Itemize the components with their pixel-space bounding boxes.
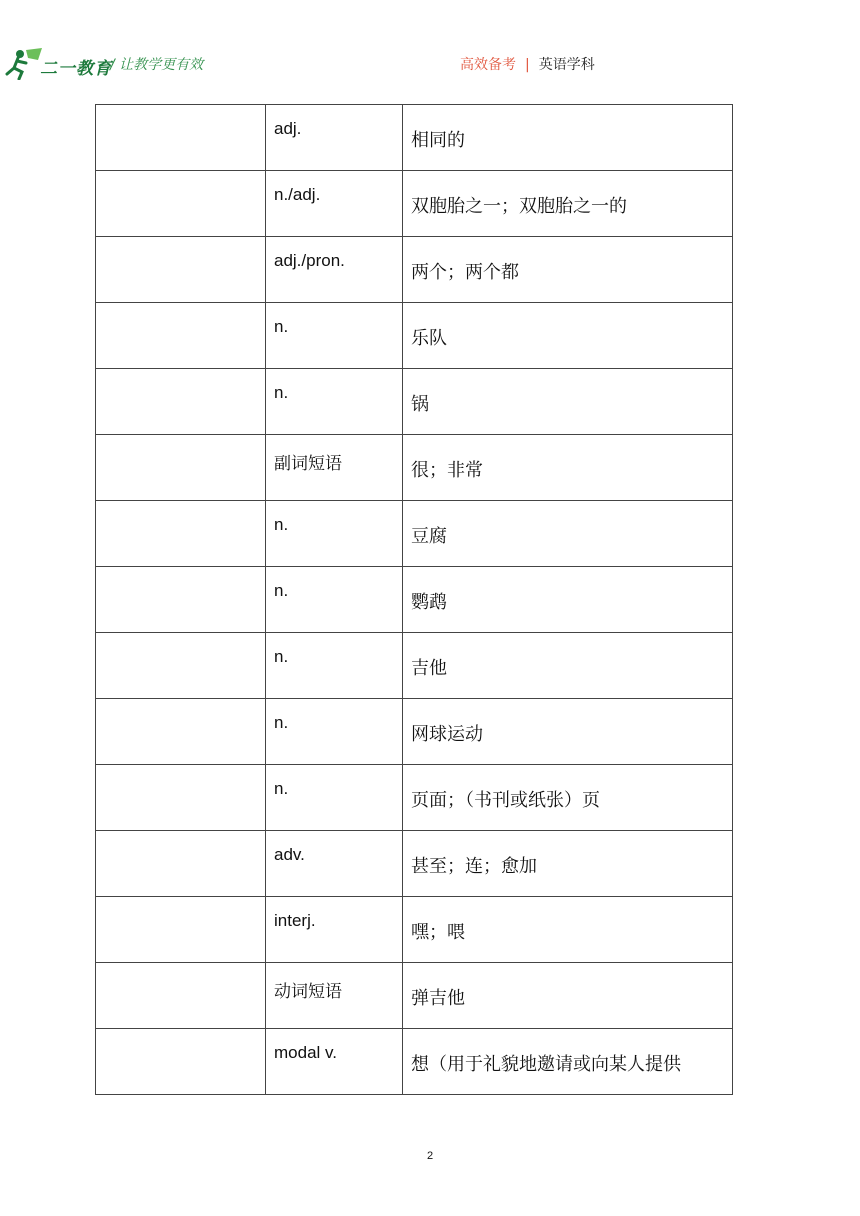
- table-row: [96, 897, 733, 963]
- table-row: [96, 831, 733, 897]
- table-row: [96, 633, 733, 699]
- word-cell: [96, 633, 266, 699]
- pos-text: n.: [274, 317, 289, 336]
- pos-text: n.: [274, 713, 289, 732]
- pos-cell: [266, 303, 403, 369]
- pos-cell: [266, 369, 403, 435]
- meaning-text: 乐队: [411, 328, 447, 349]
- table-row: [96, 369, 733, 435]
- meaning-cell: [403, 105, 733, 171]
- word-cell: [96, 963, 266, 1029]
- logo: [4, 46, 114, 80]
- meaning-text: 甚至；连；愈加: [411, 856, 537, 877]
- table-row: [96, 765, 733, 831]
- meaning-text: 很；非常: [411, 460, 483, 481]
- table-row: [96, 237, 733, 303]
- meaning-cell: [403, 303, 733, 369]
- table-row: [96, 303, 733, 369]
- meaning-text: 两个；两个都: [411, 262, 519, 283]
- pos-text: n.: [274, 647, 289, 666]
- pos-text: 动词短语: [274, 982, 342, 1001]
- meaning-cell: [403, 237, 733, 303]
- meaning-cell: [403, 633, 733, 699]
- meaning-text: 吉他: [411, 658, 447, 679]
- header-right: [460, 54, 595, 74]
- pos-text: n.: [274, 581, 289, 600]
- pos-cell: [266, 699, 403, 765]
- logo-text: 二一教育: [40, 59, 112, 79]
- meaning-cell: [403, 369, 733, 435]
- table-row: [96, 963, 733, 1029]
- pos-cell: [266, 435, 403, 501]
- meaning-text: 相同的: [411, 130, 465, 151]
- pos-text: adv.: [274, 845, 305, 864]
- subject-label: 英语学科: [538, 57, 595, 73]
- pos-cell: [266, 897, 403, 963]
- word-cell: [96, 105, 266, 171]
- exam-label: 高效备考: [460, 57, 516, 73]
- pos-cell: [266, 633, 403, 699]
- pos-cell: [266, 831, 403, 897]
- meaning-text: 锅: [411, 394, 429, 415]
- table-row: [96, 435, 733, 501]
- page-header: [0, 44, 860, 84]
- pos-text: n./adj.: [274, 185, 321, 204]
- meaning-text: 页面；（书刊或纸张）页: [411, 790, 600, 811]
- pos-text: n.: [274, 383, 289, 402]
- meaning-text: 双胞胎之一；双胞胎之一的: [411, 196, 627, 217]
- pos-cell: [266, 237, 403, 303]
- pos-cell: [266, 963, 403, 1029]
- slogan: / 让教学更有效: [110, 57, 204, 73]
- meaning-cell: [403, 831, 733, 897]
- pos-text: adj./pron.: [274, 251, 345, 270]
- word-cell: [96, 699, 266, 765]
- word-cell: [96, 765, 266, 831]
- word-cell: [96, 501, 266, 567]
- pos-cell: [266, 501, 403, 567]
- pos-cell: [266, 567, 403, 633]
- pos-text: modal v.: [274, 1043, 337, 1062]
- meaning-text: 网球运动: [411, 724, 483, 745]
- table-row: [96, 1029, 733, 1095]
- pos-text: interj.: [274, 911, 316, 930]
- table-row: [96, 501, 733, 567]
- vocabulary-table: [95, 104, 733, 1095]
- pos-text: n.: [274, 515, 289, 534]
- header-separator: |: [525, 57, 530, 73]
- pos-text: n.: [274, 779, 289, 798]
- word-cell: [96, 237, 266, 303]
- table-row: [96, 105, 733, 171]
- word-cell: [96, 897, 266, 963]
- meaning-cell: [403, 171, 733, 237]
- meaning-cell: [403, 1029, 733, 1095]
- pos-text: adj.: [274, 119, 302, 138]
- word-cell: [96, 567, 266, 633]
- table-row: [96, 699, 733, 765]
- meaning-text: 嘿；喂: [411, 922, 465, 943]
- word-cell: [96, 171, 266, 237]
- table-row: [96, 567, 733, 633]
- pos-text: 副词短语: [274, 454, 342, 473]
- meaning-cell: [403, 435, 733, 501]
- word-cell: [96, 369, 266, 435]
- meaning-text: 豆腐: [411, 526, 447, 547]
- meaning-text: 弹吉他: [411, 988, 465, 1009]
- meaning-text: 想（用于礼貌地邀请或向某人提供: [411, 1054, 681, 1075]
- pos-cell: [266, 1029, 403, 1095]
- word-cell: [96, 435, 266, 501]
- meaning-cell: [403, 963, 733, 1029]
- meaning-cell: [403, 765, 733, 831]
- word-cell: [96, 831, 266, 897]
- table-row: [96, 171, 733, 237]
- page-number: 2: [426, 1150, 434, 1162]
- meaning-cell: [403, 567, 733, 633]
- runner-logo-icon: [4, 46, 44, 80]
- word-cell: [96, 303, 266, 369]
- meaning-cell: [403, 501, 733, 567]
- word-cell: [96, 1029, 266, 1095]
- meaning-cell: [403, 699, 733, 765]
- meaning-text: 鹦鹉: [411, 592, 447, 613]
- pos-cell: [266, 105, 403, 171]
- meaning-cell: [403, 897, 733, 963]
- pos-cell: [266, 765, 403, 831]
- pos-cell: [266, 171, 403, 237]
